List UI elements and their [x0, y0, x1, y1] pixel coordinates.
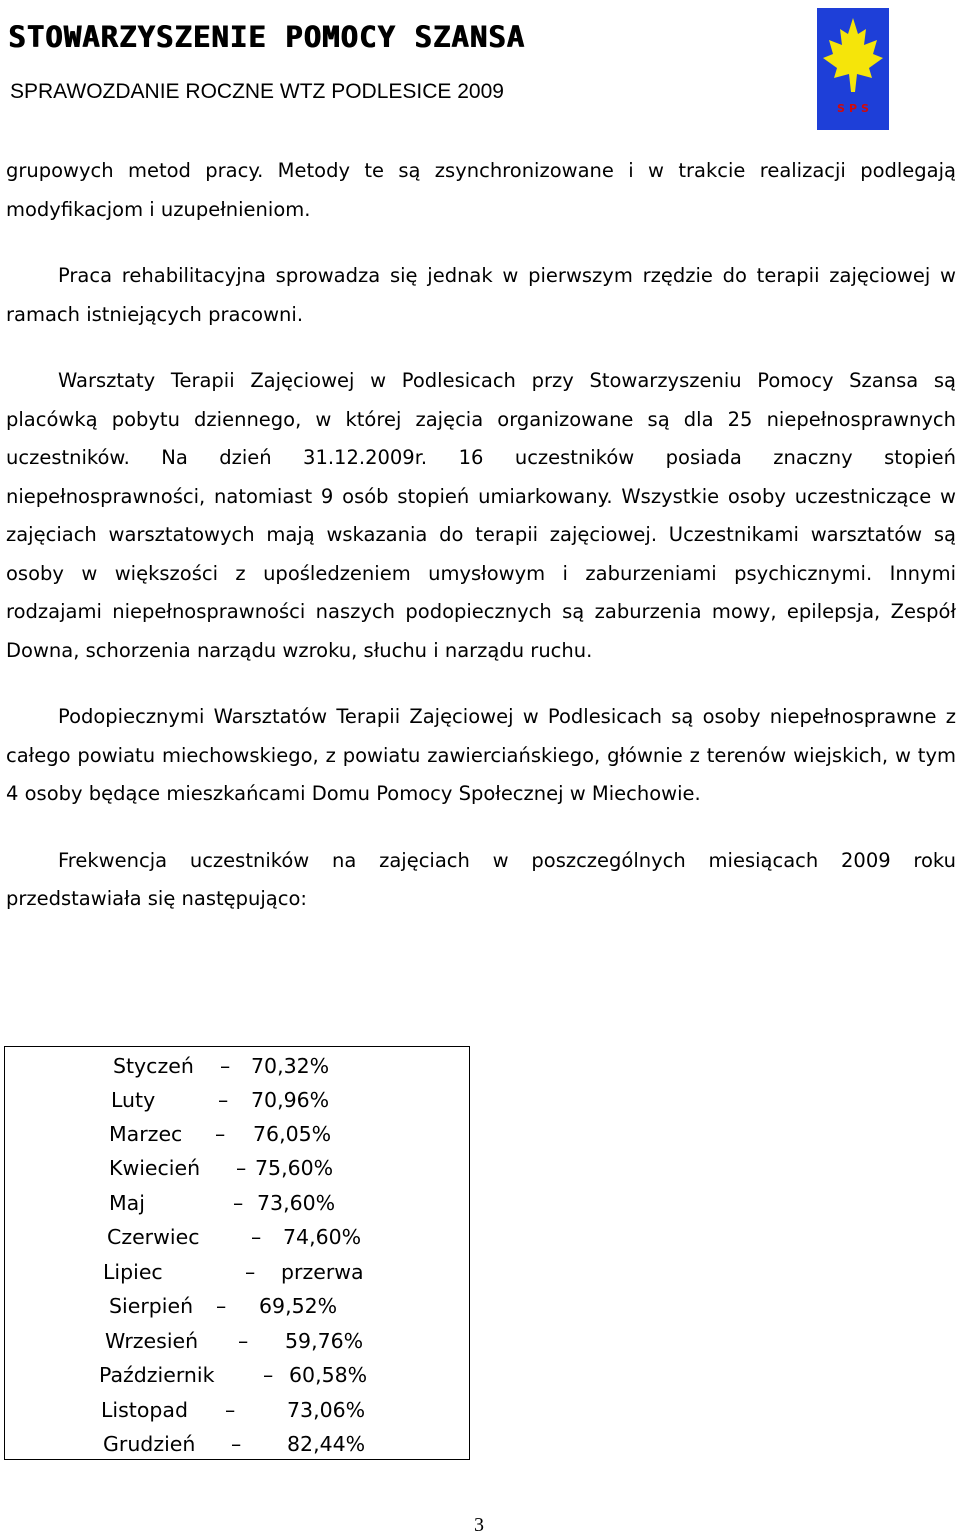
- attendance-value: 73,60%: [257, 1191, 336, 1215]
- page-number: 3: [474, 1514, 484, 1536]
- attendance-row: [5, 1427, 469, 1461]
- month-label: Czerwiec: [107, 1225, 200, 1249]
- attendance-row: [5, 1151, 469, 1185]
- attendance-table: [4, 1046, 470, 1460]
- month-label: Kwiecień: [109, 1156, 201, 1180]
- organization-name: STOWARZYSZENIE POMOCY SZANSA: [8, 20, 525, 54]
- attendance-value: przerwa: [281, 1260, 364, 1284]
- month-label: Maj: [109, 1191, 145, 1215]
- dash: –: [236, 1156, 247, 1180]
- dash: –: [225, 1398, 236, 1422]
- dash: –: [215, 1122, 226, 1146]
- attendance-value: 59,76%: [285, 1329, 364, 1353]
- attendance-value: 73,06%: [287, 1398, 366, 1422]
- logo-letter-s1: S: [837, 102, 845, 115]
- month-label: Marzec: [109, 1122, 183, 1146]
- attendance-value: 70,32%: [251, 1054, 330, 1078]
- month-label: Październik: [99, 1363, 215, 1387]
- attendance-row: [5, 1117, 469, 1151]
- logo-letter-p: P: [849, 102, 858, 115]
- page-header: [0, 0, 960, 140]
- dash: –: [218, 1088, 229, 1112]
- report-title: SPRAWOZDANIE ROCZNE WTZ PODLESICE 2009: [10, 80, 504, 103]
- attendance-row: [5, 1049, 469, 1083]
- report-body: [6, 152, 956, 919]
- month-label: Luty: [111, 1088, 156, 1112]
- attendance-value: 74,60%: [283, 1225, 362, 1249]
- paragraph-workshops: Warsztaty Terapii Zajęciowej w Podlesicach przy Stowarzyszeniu Pomocy Szansa są placówką pobytu dziennego, w której zajęcia organizowane są dla 25 niepełnosprawnych uczestników. Na dzień 31.12.2009r. 16 uczestników posiada znaczny stopień niepełnosprawności, natomiast 9 osób stopień umiarkowany. Wszystkie osoby uczestniczące w zajęciach warsztatowych mają wskazania do terapii zajęciowej. Uczestnikami warsztatów są osoby w większości z upośledzeniem umysłowym i zaburzeniami psychicznymi. Innymi rodzajami niepełnosprawności naszych podopiecznych są zaburzenia mowy, epilepsja, Zespół Downa, schorzenia narządu wzroku, słuchu i narządu ruchu.: [6, 369, 956, 662]
- attendance-value: 60,58%: [289, 1363, 368, 1387]
- dash: –: [238, 1329, 249, 1353]
- attendance-value: 70,96%: [251, 1088, 330, 1112]
- attendance-row: [5, 1255, 469, 1289]
- month-label: Sierpień: [109, 1294, 194, 1318]
- paragraph-methods: grupowych metod pracy. Metody te są zsynchronizowane i w trakcie realizacji podlegają modyfikacjom i uzupełnieniom.: [6, 159, 956, 221]
- attendance-row: [5, 1083, 469, 1117]
- attendance-value: 82,44%: [287, 1432, 366, 1456]
- sps-logo: [817, 8, 889, 130]
- attendance-row: [5, 1358, 469, 1392]
- attendance-row: [5, 1289, 469, 1323]
- attendance-row: [5, 1220, 469, 1254]
- logo-sps-text: [837, 102, 869, 115]
- month-label: Styczeń: [113, 1054, 194, 1078]
- dash: –: [216, 1294, 227, 1318]
- dash: –: [245, 1260, 256, 1284]
- month-label: Wrzesień: [105, 1329, 199, 1353]
- logo-letter-s2: S: [861, 102, 869, 115]
- attendance-value: 76,05%: [253, 1122, 332, 1146]
- month-label: Lipiec: [103, 1260, 163, 1284]
- dash: –: [220, 1054, 231, 1078]
- dash: –: [263, 1363, 274, 1387]
- attendance-value: 69,52%: [259, 1294, 338, 1318]
- attendance-row: [5, 1186, 469, 1220]
- month-label: Grudzień: [103, 1432, 196, 1456]
- dash: –: [251, 1225, 262, 1249]
- attendance-row: [5, 1324, 469, 1358]
- attendance-value: 75,60%: [255, 1156, 334, 1180]
- paragraph-attendance-intro: Frekwencja uczestników na zajęciach w poszczególnych miesiącach 2009 roku przedstawiała się następująco:: [6, 848, 956, 910]
- paragraph-rehabilitation: Praca rehabilitacyjna sprowadza się jednak w pierwszym rzędzie do terapii zajęciowej w ramach istniejących pracowni.: [6, 264, 956, 326]
- dash: –: [231, 1432, 242, 1456]
- month-label: Listopad: [101, 1398, 188, 1422]
- dash: –: [233, 1191, 244, 1215]
- attendance-row: [5, 1393, 469, 1427]
- paragraph-participants: Podopiecznymi Warsztatów Terapii Zajęciowej w Podlesicach są osoby niepełnosprawne z całego powiatu miechowskiego, z powiatu zawierciańskiego, głównie z terenów wiejskich, w tym 4 osoby będące mieszkańcami Domu Pomocy Społecznej w Miechowie.: [6, 705, 956, 805]
